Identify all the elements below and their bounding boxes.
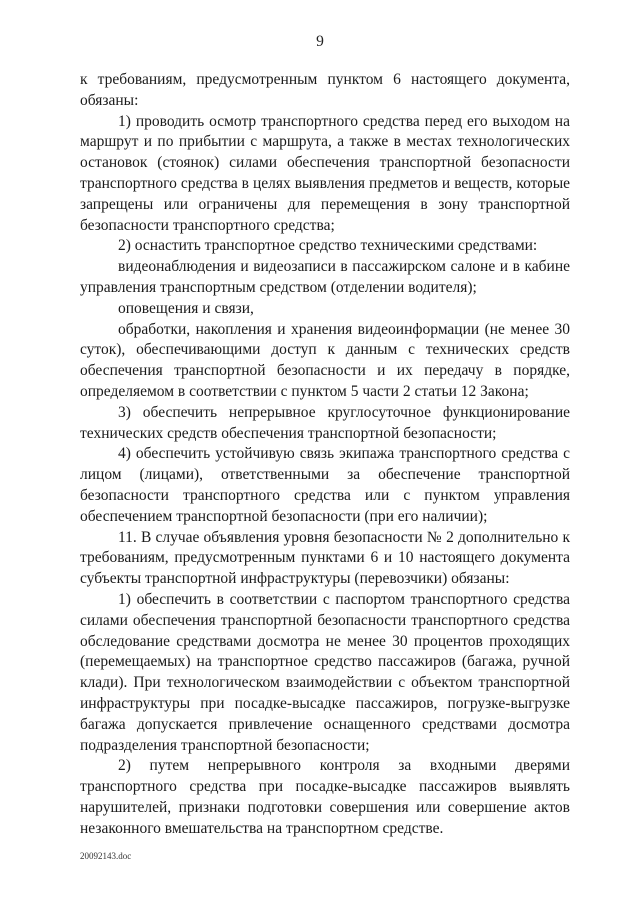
paragraph: 2) путем непрерывного контроля за входными дверями транспортного средства при посадке-высадке пассажиров выявлять нарушителей, признаки подготовки совершения или совершение актов незаконного вмешательства на транспортном средстве. [80, 757, 570, 837]
paragraph: 3) обеспечить непрерывное круглосуточное функционирование технических средств обеспечения транспортной безопасности; [80, 403, 570, 442]
paragraph: 2) оснастить транспортное средство техническими средствами: [118, 237, 538, 255]
paragraph: 4) обеспечить устойчивую связь экипажа транспортного средства с лицом (лицами), ответственными за обеспечение транспортной безопасности транспортного средства или с пунктом управления обеспечением транспортной безопасности (при его наличии); [80, 445, 570, 525]
paragraph: оповещения и связи, [118, 299, 254, 317]
paragraph: к требованиям, предусмотренным пунктом 6 настоящего документа, обязаны: [80, 71, 570, 109]
document-body [80, 70, 570, 839]
paragraph: 11. В случае объявления уровня безопасности № 2 дополнительно к требованиям, предусмотренным пунктами 6 и 10 настоящего документа субъекты транспортной инфраструктуры (перевозчики) обязаны: [80, 528, 570, 588]
page-number: 9 [316, 33, 324, 50]
footer-filename: 20092143.doc [80, 851, 132, 861]
paragraph: видеонаблюдения и видеозаписи в пассажирском салоне и в кабине управления транспортным средством (отделении водителя); [80, 258, 570, 296]
paragraph: 1) обеспечить в соответствии с паспортом транспортного средства силами обеспечения транспортной безопасности транспортного средства обследование средствами досмотра не менее 30 процентов проходящих (перемещаемых) на транспортное средство пассажиров (багажа, ручной клади). При технологическом взаимодействии с объектом транспортной инфраструктуры при посадке-высадке пассажиров, погрузке-выгрузке багажа допускается привлечение оснащенного средствами досмотра подразделения транспортной безопасности; [80, 590, 570, 754]
paragraph: 1) проводить осмотр транспортного средства перед его выходом на маршрут и по прибытии с маршрута, а также в местах технологических остановок (стоянок) силами обеспечения транспортной безопасности транспортного средства в целях выявления предметов и веществ, которые запрещены или ограничены для перемещения в зону транспортной безопасности транспортного средства; [80, 112, 570, 234]
paragraph: обработки, накопления и хранения видеоинформации (не менее 30 суток), обеспечивающими доступ к данным с технических средств обеспечения транспортной безопасности и их передачу в порядке, определяемом в соответствии с пунктом 5 части 2 статьи 12 Закона; [80, 320, 570, 400]
